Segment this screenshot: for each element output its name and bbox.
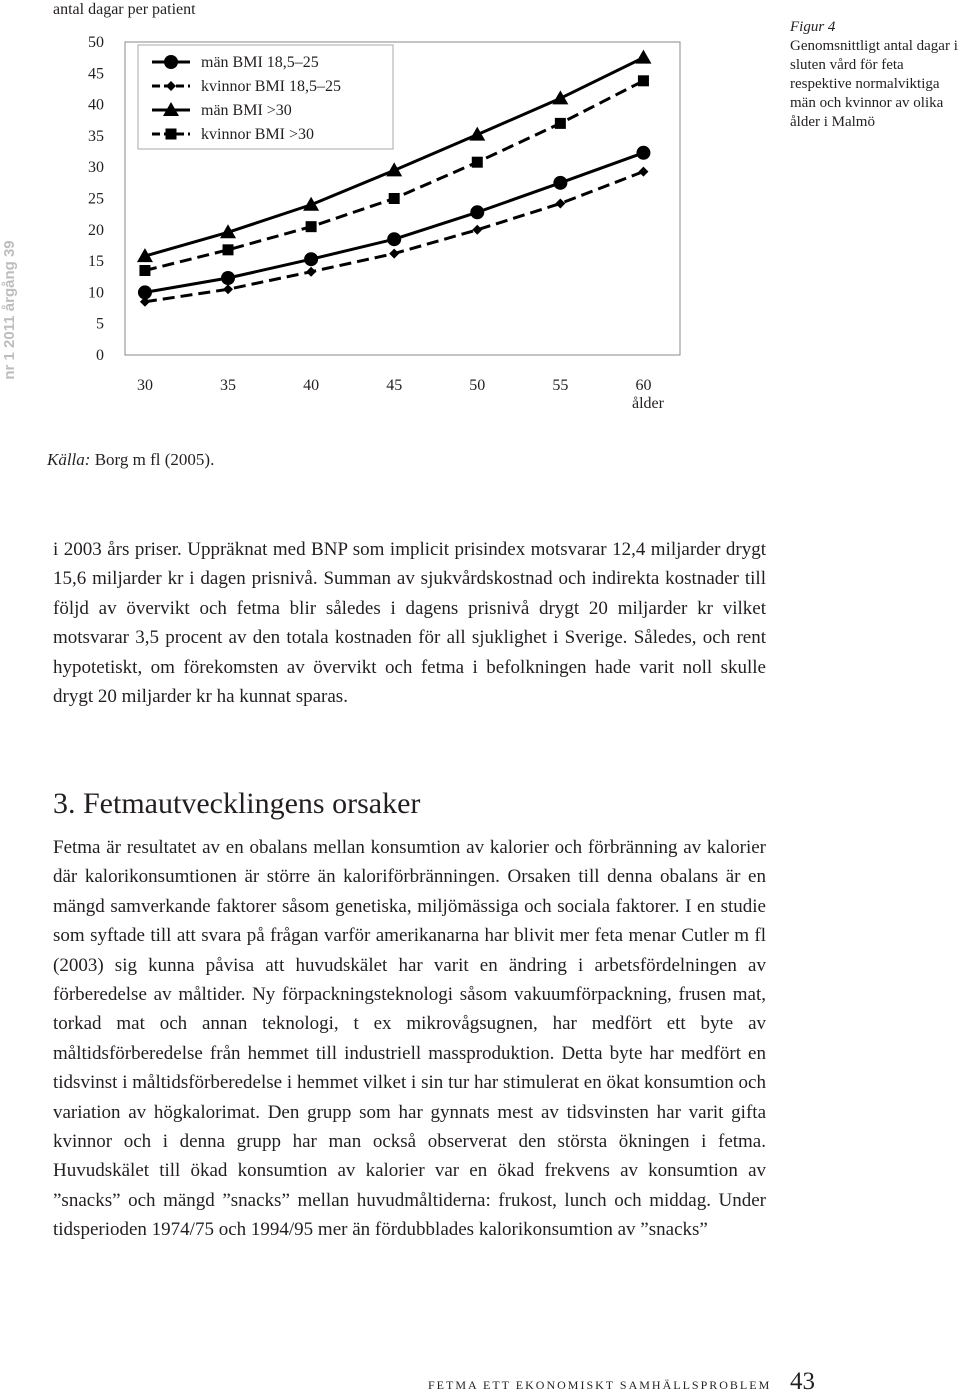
figure-caption-text: Genomsnittligt antal dagar i sluten vård för feta respektive normalviktiga män och kvinnor av olika ålder i Malmö (790, 38, 958, 130)
y-tick-label: 10 (88, 284, 104, 302)
legend (138, 45, 393, 149)
y-tick-label: 40 (88, 96, 104, 114)
x-tick-label: 35 (220, 377, 237, 394)
x-tick-label: 45 (386, 377, 403, 394)
journal-issue-label: nr 1 2011 årgång 39 (1, 240, 18, 380)
running-footer: FETMA ETT EKONOMISKT SAMHÄLLSPROBLEM (428, 1378, 772, 1392)
data-point (223, 244, 234, 255)
y-tick-label: 35 (88, 127, 104, 145)
data-point (223, 284, 233, 294)
data-point (638, 167, 648, 177)
data-point (306, 221, 317, 232)
y-tick-label: 0 (96, 347, 104, 364)
legend-marker (164, 55, 178, 69)
y-tick-label: 25 (88, 190, 104, 208)
body-paragraph-1: i 2003 års priser. Uppräknat med BNP som implicit prisindex motsvarar 12,4 miljarder drygt 15,6 miljarder kr i dagen prisnivå. Summan av sjukvårdskostnad och indirekta kostnader till följd av övervikt och fetma blir således i dagens prisnivå drygt 20 miljarder kr vilket motsvarar 3,5 procent av den totala kostnaden för all sjuklighet i Sverige. Således, och rent hypotetiskt, om förekomsten av övervikt och fetma i befolkningen hade varit noll skulle drygt 20 miljarder kr ha kunnat sparas. (53, 539, 766, 708)
page-number: 43 (790, 1368, 815, 1395)
data-point (306, 267, 316, 277)
source-label: Källa: (47, 450, 91, 469)
data-point (472, 157, 483, 168)
data-point (387, 232, 401, 246)
y-tick-label: 50 (88, 34, 104, 51)
legend-marker (166, 129, 177, 140)
x-tick-label: 40 (303, 377, 320, 394)
data-point (472, 225, 482, 235)
data-point (389, 193, 400, 204)
y-axis-label: antal dagar per patient (53, 1, 196, 18)
y-tick-labels (88, 34, 104, 364)
source-text: Borg m fl (2005). (90, 450, 215, 469)
legend-label: kvinnor BMI 18,5–25 (201, 78, 341, 95)
x-tick-label: 60 (635, 377, 652, 394)
section-heading: 3. Fetmautvecklingens orsaker (53, 787, 421, 820)
data-point (553, 176, 567, 190)
x-tick-labels (137, 377, 652, 394)
data-point (638, 75, 649, 86)
y-tick-label: 20 (88, 221, 104, 239)
data-point (221, 271, 235, 285)
y-tick-label: 45 (88, 65, 104, 83)
y-tick-label: 5 (96, 315, 104, 333)
body-paragraph-2: Fetma är resultatet av en obalans mellan konsumtion av kalorier och förbränning av kalorier där kalorikonsumtionen är större än kaloriförbränningen. Orsaken till denna obalans är en mängd samverkande faktorer såsom genetiska, miljömässiga och sociala faktorer. I en studie som syftade till att svara på frågan varför amerikanarna har blivit mer feta menar Cutler m fl (2003) sig kunna påvisa att huvudskälet har varit en ändring i arbetsfördelningen av förberedelse av måltider. Ny förpackningsteknologi såsom vakuumförpackning, frusen mat, torkad mat och annan teknologi, t ex mikrovågsugnen, har medfört ett byte av måltidsförberedelse från hemmet till industriell massproduktion. Detta byte har medfört en tidsvinst i måltidsförberedelse i hemmet vilket i sin tur har stimulerat en ökat konsumtion och variation av högkalorimat. Den grupp som har gynnats mest av tidsvinsten har varit gifta kvinnor och i denna grupp har man också observerat den största ökningen i fetma. Huvudskälet till ökad konsumtion av kalorier var en ökad frekvens av konsumtion av ”snacks” och mängd ”snacks” mellan huvudmåltiderna: frukost, lunch och middag. Under tidsperioden 1974/75 och 1994/95 mer än fördubblades kalorikonsumtion av ”snacks” (53, 837, 766, 1241)
data-point (636, 146, 650, 160)
data-point (635, 50, 651, 64)
figure-caption-title: Figur 4 (790, 19, 836, 35)
x-axis-label: ålder (632, 395, 664, 412)
x-tick-label: 50 (469, 377, 486, 394)
x-tick-label: 30 (136, 377, 153, 394)
data-point (555, 118, 566, 129)
data-point (470, 205, 484, 219)
data-point (139, 265, 150, 276)
data-point (555, 199, 565, 209)
x-tick-label: 55 (552, 377, 569, 394)
data-point (304, 252, 318, 266)
data-point (389, 249, 399, 259)
source-note (47, 450, 214, 470)
legend-label: kvinnor BMI >30 (201, 126, 315, 143)
data-point (552, 90, 568, 104)
y-tick-label: 30 (88, 159, 104, 177)
figure-caption (790, 18, 960, 132)
legend-label: män BMI 18,5–25 (201, 54, 319, 71)
y-tick-label: 15 (88, 253, 104, 271)
legend-label: män BMI >30 (201, 102, 292, 119)
